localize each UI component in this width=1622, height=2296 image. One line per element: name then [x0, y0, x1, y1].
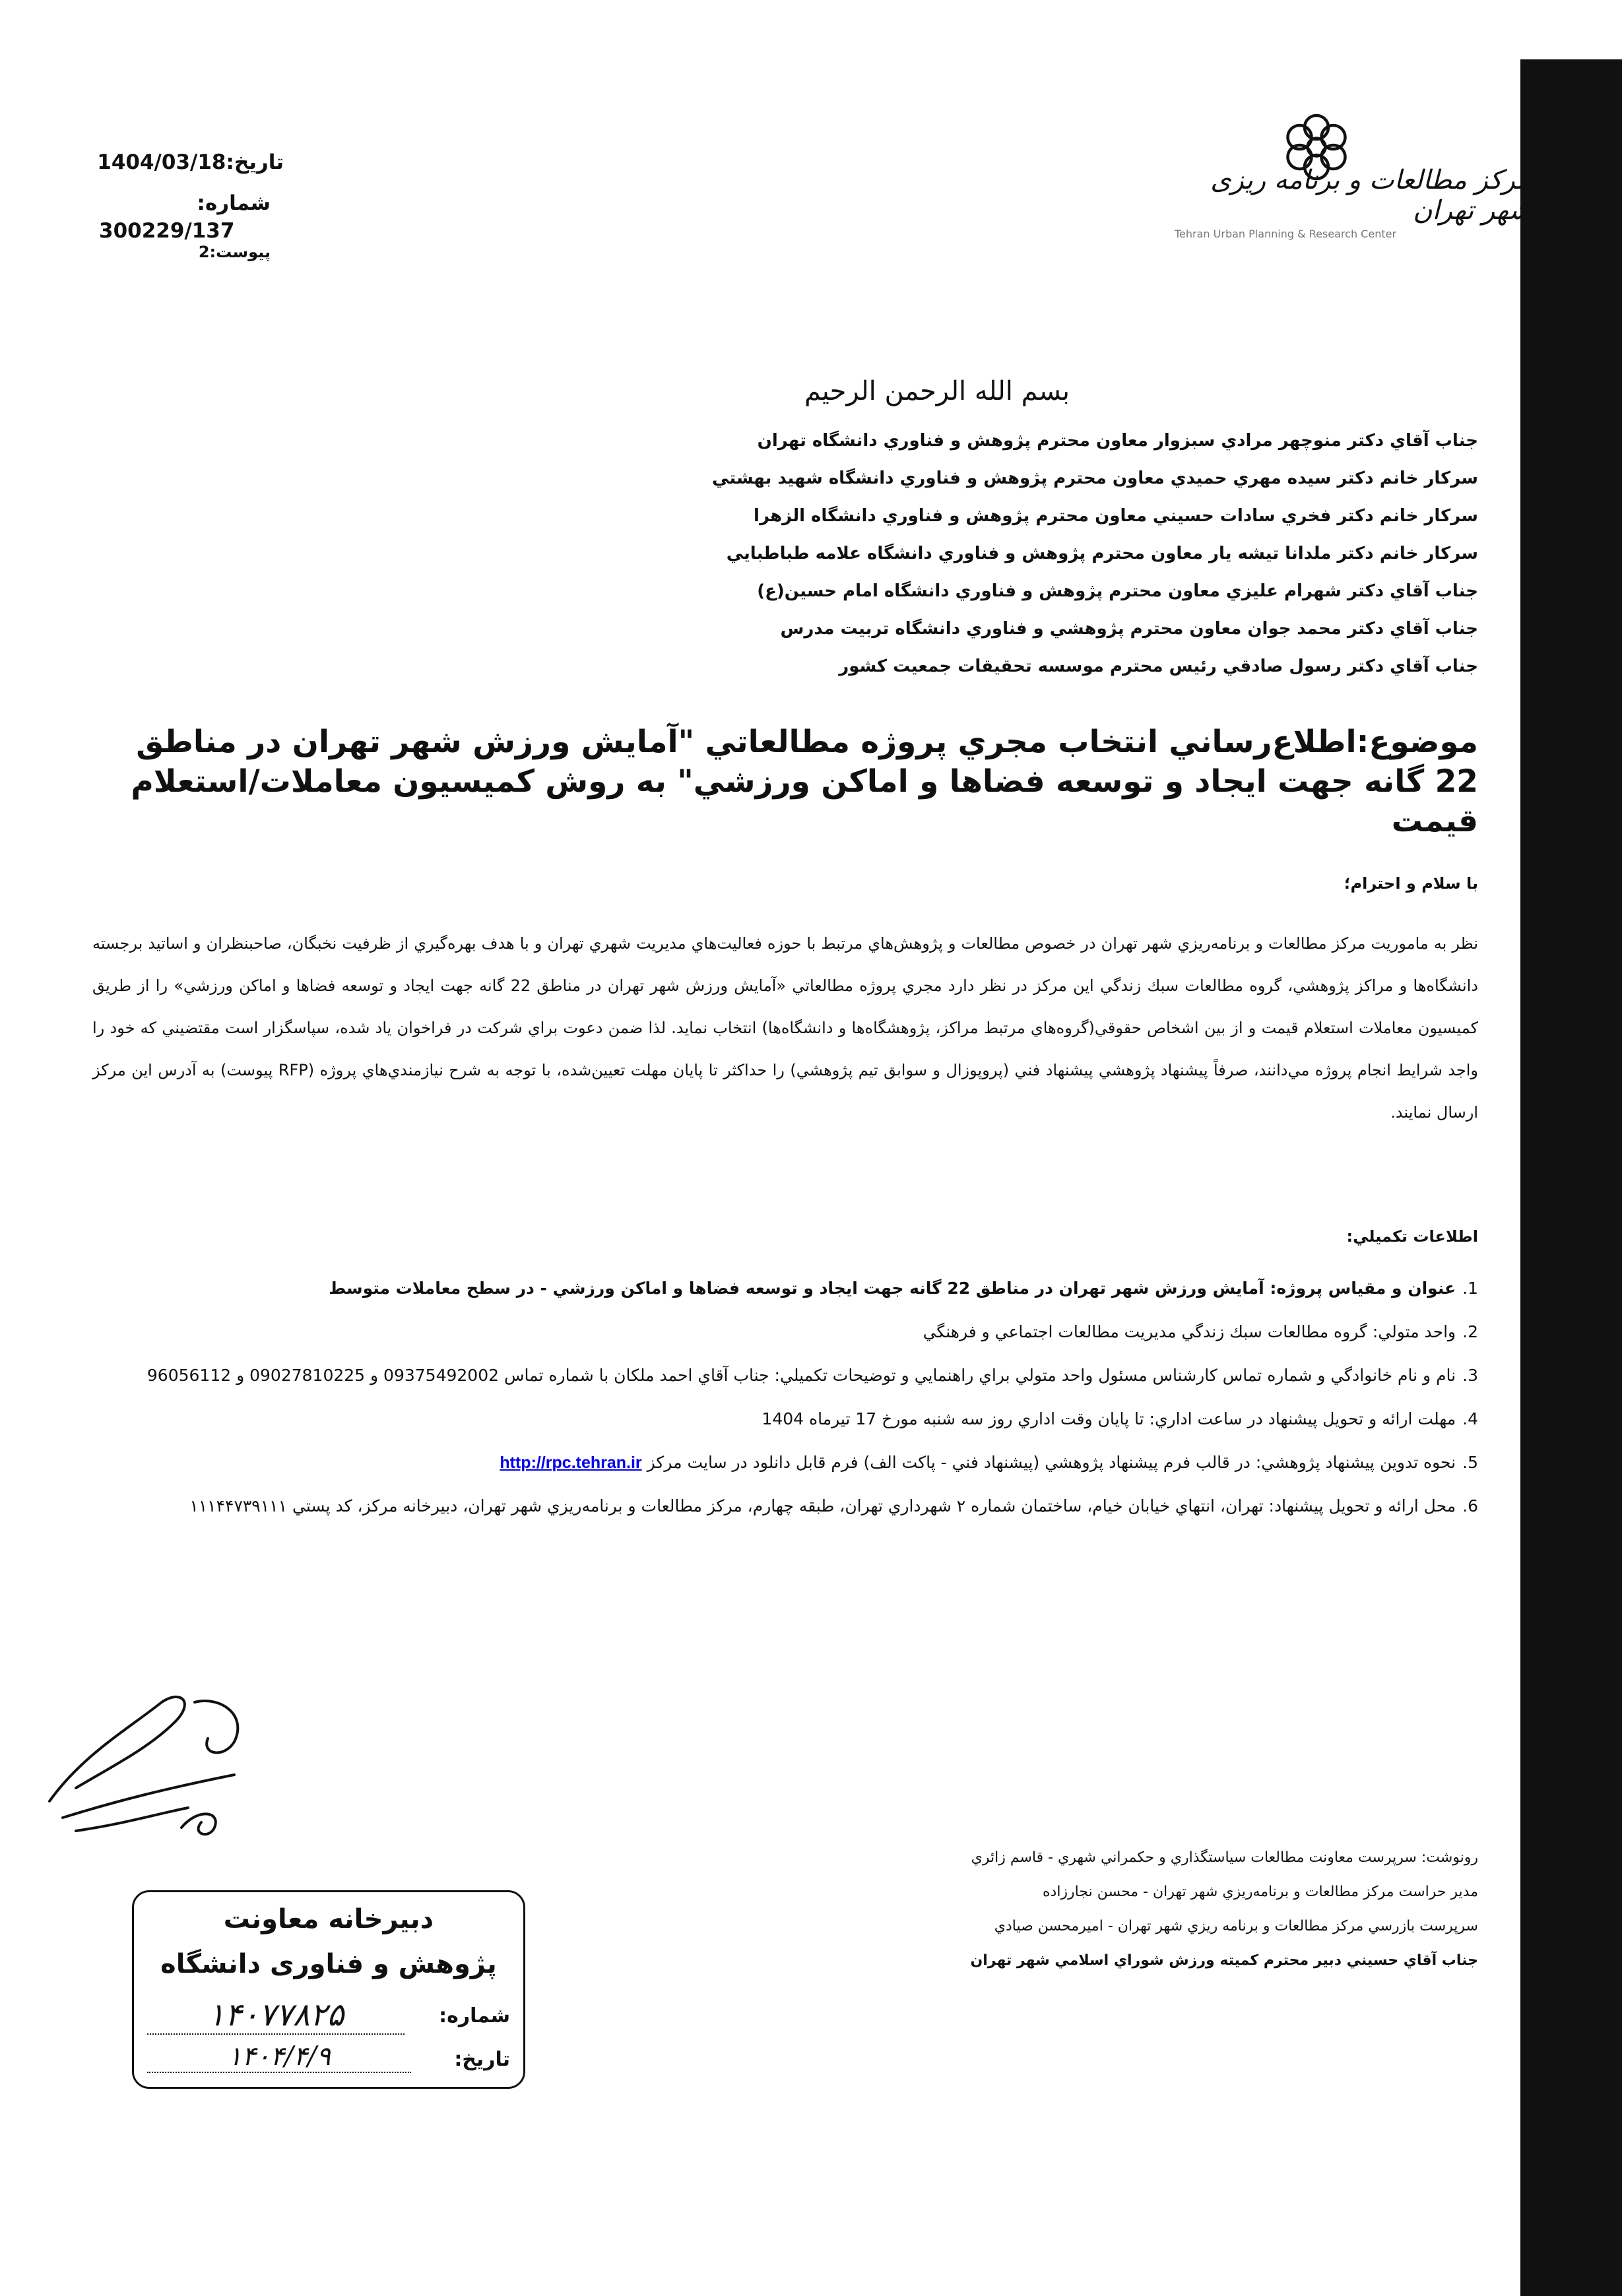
date-value: 1404/03/18 — [97, 150, 226, 174]
stamp-date-label: تاریخ: — [454, 2048, 510, 2071]
greeting: با سلام و احترام؛ — [1344, 874, 1478, 893]
stamp-date: ۱۴۰۴/۴/۹ — [147, 2041, 411, 2073]
info-item — [66, 1310, 1478, 1354]
letter-number: 300229/137 — [99, 219, 235, 243]
recipient-item: سركار خانم دكتر ملدانا تيشه يار معاون محترم پژوهش و فناوري دانشگاه علامه طباطبايي — [726, 544, 1478, 563]
stamp-title: دبیرخانه معاونت — [223, 1904, 434, 1934]
letter-attachment — [99, 243, 271, 261]
info-item — [66, 1397, 1478, 1441]
stamp-number-label: شماره: — [439, 2004, 510, 2027]
cc-item: رونوشت: سرپرست معاونت مطالعات سياستگذاري و حكمراني شهري - قاسم زائري — [971, 1849, 1478, 1866]
info-item-text: عنوان و مقياس پروژه: آمايش ورزش شهر تهران در مناطق 22 گانه جهت ايجاد و توسعه فضاها و اماكن ورزشي - در سطح معاملات متوسط — [329, 1279, 1456, 1298]
info-item-text: نام و نام خانوادگي و شماره تماس كارشناس مسئول واحد متولي براي راهنمايي و توضيحات تكميلي: جناب آقاي احمد ملكان با شماره تماس 09375492002 و 09027810225 و 96056112 — [146, 1366, 1456, 1385]
stamp-subtitle: پژوهش و فناوری دانشگاه — [160, 1949, 497, 1979]
letter-subject: موضوع:اطلاع‌رساني انتخاب مجري پروژه مطالعاتي "آمايش ورزش شهر تهران در مناطق 22 گانه جهت ايجاد و توسعه فضاها و اماكن ورزشي" به روش كميسيون معاملات/استعلام قيمت — [131, 724, 1478, 839]
recipient-item: جناب آقاي دكتر شهرام عليزي معاون محترم پژوهش و فناوري دانشگاه امام حسين(ع) — [757, 581, 1478, 601]
info-item-number: 6. — [1462, 1496, 1478, 1515]
letter-date — [99, 150, 284, 174]
recipient-list — [581, 422, 1478, 686]
org-name-en: Tehran Urban Planning & Research Center — [1175, 228, 1397, 240]
scan-edge-bar — [1520, 59, 1622, 2296]
recipient-item: سركار خانم دكتر سيده مهري حميدي معاون محترم پژوهش و فناوري دانشگاه شهيد بهشتي — [712, 468, 1478, 488]
cc-item: مدير حراست مركز مطالعات و برنامه‌ريزي شهر تهران - محسن نجارزاده — [1043, 1884, 1478, 1900]
info-item-number: 5. — [1462, 1453, 1478, 1472]
cc-item: سرپرست بازرسي مركز مطالعات و برنامه ريزي شهر تهران - اميرمحسن صيادي — [994, 1918, 1478, 1934]
info-list — [66, 1267, 1478, 1528]
recipient-item: جناب آقاي دكتر منوچهر مرادي سبزوار معاون محترم پژوهش و فناوري دانشگاه تهران — [757, 431, 1478, 451]
info-item — [66, 1441, 1478, 1484]
info-heading: اطلاعات تكميلي: — [1346, 1227, 1478, 1246]
info-item-number: 4. — [1462, 1409, 1478, 1428]
recipient-item: سركار خانم دكتر فخري سادات حسيني معاون محترم پژوهش و فناوري دانشگاه الزهرا — [754, 506, 1478, 526]
info-item-text: نحوه تدوين پيشنهاد پژوهشي: در قالب فرم پيشنهاد پژوهشي (پيشنهاد فني - پاكت الف) فرم قابل دانلود در سايت مركز — [647, 1453, 1456, 1472]
info-item-text: محل ارائه و تحويل پيشنهاد: تهران، انتهاي خيابان خيام، ساختمان شماره ۲ شهرداري تهران، طبقه چهارم، مركز مطالعات و برنامه‌ريزي شهر تهران، دبيرخانه مركز، كد پستي ۱۱۱۴۴۷۳۹۱۱۱ — [189, 1496, 1456, 1515]
info-item-number: 1. — [1462, 1279, 1478, 1298]
attachment-value: 2 — [198, 243, 210, 261]
rpc-website-link[interactable]: http://rpc.tehran.ir — [500, 1453, 642, 1472]
letter-body: نظر به ماموريت مركز مطالعات و برنامه‌ريزي شهر تهران در خصوص مطالعات و پژوهش‌هاي مرتبط با حوزه فعاليت‌هاي مديريت شهري تهران و با هدف بهره‌گيري از ظرفيت نخبگان، صاحبنظران و اساتيد برجسته دانشگاه‌ها و مراكز پژوهشي، گروه مطالعات سبك زندگي اين مركز در نظر دارد مجري پروژه مطالعاتي «آمايش ورزش شهر تهران در مناطق 22 گانه جهت ايجاد و توسعه فضاها و اماكن ورزشي» را از طريق كميسيون معاملات استعلام قيمت و از بين اشخاص حقوقي(گروه‌هاي مرتبط مراكز، پژوهشگاه‌ها و دانشگاه‌ها) انتخاب نمايد. لذا ضمن دعوت براي شركت در فراخوان ياد شده، سپاسگزار است مقتضيني كه خود را واجد شرايط انجام پروژه مي‌دانند، صرفاً پيشنهاد پژوهشي پيشنهاد فني (پروپوزال و سوابق تيم پژوهشي) را حداكثر تا پايان مهلت تعيين‌شده، با توجه به شرح نيازمندي‌هاي پروژه (RFP پيوست) به آدرس اين مركز ارسال نمايند. — [92, 934, 1478, 1122]
info-item-number: 2. — [1462, 1322, 1478, 1341]
bismillah: بسم الله الرحمن الرحيم — [804, 376, 1070, 406]
cc-block — [726, 1841, 1478, 1978]
info-item-text: واحد متولي: گروه مطالعات سبك زندگي مديريت مطالعات اجتماعي و فرهنگي — [923, 1322, 1456, 1341]
number-label: شماره: — [197, 191, 271, 215]
cc-item: جناب آقاي حسيني دبير محترم كميته ورزش شوراي اسلامي شهر تهران — [970, 1952, 1478, 1969]
recipient-item: جناب آقاي دكتر رسول صادقي رئيس محترم موسسه تحقيقات جمعيت كشور — [839, 656, 1478, 676]
secretariat-stamp — [132, 1890, 525, 2089]
info-item — [66, 1267, 1478, 1310]
info-item — [66, 1484, 1478, 1528]
attachment-label: پيوست: — [209, 243, 271, 261]
info-item-number: 3. — [1462, 1366, 1478, 1385]
date-label: تاريخ: — [226, 150, 284, 174]
info-item-text: مهلت ارائه و تحويل پيشنهاد در ساعت اداري: تا پايان وقت اداري روز سه شنبه مورخ 17 تيرماه 1404 — [762, 1409, 1456, 1428]
stamp-number: ۱۴۰۷۷۸۲۵ — [147, 1996, 405, 2035]
org-name: مرکز مطالعات و برنامه ریزی شهر تهران — [1210, 165, 1531, 226]
handwritten-signature-icon — [36, 1676, 300, 1847]
info-item — [66, 1354, 1478, 1397]
recipient-item: جناب آقاي دكتر محمد جوان معاون محترم پژوهشي و فناوري دانشگاه تربيت مدرس — [780, 619, 1478, 639]
